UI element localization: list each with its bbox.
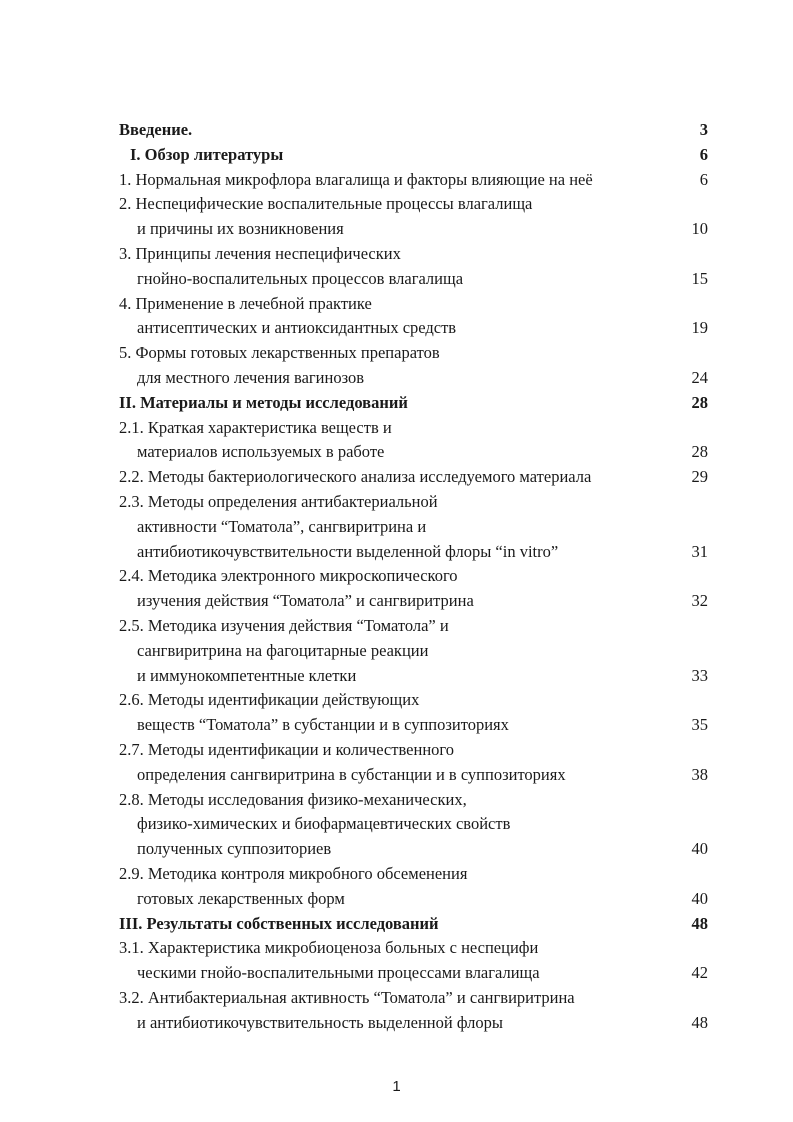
toc-entry-title: антисептических и антиоксидантных средств — [137, 318, 457, 338]
toc-entry-title: сангвиритрина на фагоцитарные реакции — [137, 640, 429, 660]
toc-entry-title: физико-химических и биофармацевтических свойств — [137, 814, 511, 834]
toc-entry-title: 2.6. Методы идентификации действующих — [119, 690, 420, 710]
toc-entry — [0, 589, 793, 613]
toc-entry — [0, 341, 793, 365]
toc-entry-title: полученных суппозиториев — [137, 839, 332, 859]
toc-entry-title: 4. Применение в лечебной практике — [119, 293, 372, 313]
toc-entry-title: и причины их возникновения — [137, 219, 344, 239]
toc-entry — [0, 862, 793, 886]
toc-entry — [0, 242, 793, 266]
toc-entry-page: 40 — [691, 839, 708, 859]
toc-entry — [0, 440, 793, 464]
toc-entry-title: 2.7. Методы идентификации и количественного — [119, 740, 455, 759]
toc-entry-title: изучения действия “Томатола” и сангвиритрина — [137, 591, 474, 611]
toc-entry-title: 1. Нормальная микрофлора влагалища и факторы влияющие на неё — [119, 169, 593, 189]
toc-entry — [0, 763, 793, 787]
toc-entry-title: 2.1. Краткая характеристика веществ и — [119, 417, 392, 437]
toc-entry-page: 6 — [699, 169, 708, 189]
toc-entry-page: 42 — [691, 963, 708, 983]
toc-entry-page: 28 — [691, 392, 708, 412]
toc-entry — [0, 515, 793, 539]
toc-entry — [0, 812, 793, 836]
toc-entry-title: веществ “Томатола” в субстанции и в суппозиториях — [137, 715, 509, 735]
toc-entry — [0, 564, 793, 588]
toc-entry-title: активности “Томатола”, сангвиритрина и — [137, 516, 427, 536]
toc-entry — [0, 688, 793, 712]
toc-entry-page: 6 — [699, 144, 708, 164]
toc-entry-page: 28 — [691, 442, 708, 462]
toc-entry — [0, 788, 793, 812]
toc-entry-page: 48 — [691, 913, 708, 933]
toc-entry — [0, 961, 793, 985]
toc-entry — [0, 738, 793, 762]
toc-entry — [0, 713, 793, 737]
toc-entry — [0, 936, 793, 960]
toc-entry-title: 2.2. Методы бактериологического анализа исследуемого материала — [119, 467, 592, 487]
toc-entry-page: 31 — [691, 541, 708, 561]
toc-entry-page: 3 — [699, 120, 708, 139]
toc-entry-page: 35 — [691, 715, 708, 735]
toc-entry — [0, 217, 793, 241]
toc-entry-page: 24 — [691, 368, 708, 387]
toc-entry-title: и антибиотикочувствительность выделенной флоры — [137, 1012, 503, 1032]
toc-entry-title: 2.8. Методы исследования физико-механических, — [119, 789, 467, 809]
toc-entry — [0, 168, 793, 192]
toc-entry-title: 2.9. Методика контроля микробного обсеменения — [119, 864, 468, 883]
toc-entry-title: 3.2. Антибактериальная активность “Томатола” и сангвиритрина — [119, 988, 575, 1007]
toc-entry — [0, 192, 793, 216]
toc-entry — [0, 664, 793, 688]
toc-entry-page: 33 — [691, 665, 708, 685]
toc-entry — [0, 887, 793, 911]
toc-entry-title: материалов используемых в работе — [137, 442, 385, 462]
toc-entry-title: антибиотикочувствительности выделенной флоры “in vitro” — [137, 541, 559, 561]
toc-entry-page: 40 — [691, 888, 708, 908]
toc-entry — [0, 912, 793, 936]
toc-entry-title: и иммунокомпетентные клетки — [137, 665, 357, 685]
toc-entry-page: 10 — [691, 219, 708, 239]
toc-entry-title: III. Результаты собственных исследований — [119, 913, 439, 933]
toc-entry-title: Введение. — [119, 120, 193, 139]
toc-entry-page: 32 — [691, 591, 708, 611]
toc-entry-title: 3. Принципы лечения неспецифических — [119, 244, 401, 263]
toc-entry — [0, 316, 793, 340]
toc-entry-page: 15 — [691, 268, 708, 288]
toc-entry — [0, 143, 793, 167]
toc-entry — [0, 416, 793, 440]
toc-entry — [0, 540, 793, 564]
toc-entry-page: 19 — [691, 318, 708, 338]
page-number: 1 — [392, 1078, 401, 1095]
toc-entry-title: 2. Неспецифические воспалительные процессы влагалища — [119, 194, 533, 214]
toc-entry — [0, 267, 793, 291]
toc-entry-title: для местного лечения вагинозов — [137, 368, 365, 387]
toc-entry — [0, 292, 793, 316]
toc-entry — [0, 465, 793, 489]
toc-entry-title: II. Материалы и методы исследований — [119, 392, 408, 412]
toc-entry-title: ческими гнойо-воспалительными процессами влагалища — [137, 963, 540, 983]
toc-entry — [0, 490, 793, 514]
toc-entry-title: 5. Формы готовых лекарственных препаратов — [119, 343, 440, 363]
toc-entry-title: 2.4. Методика электронного микроскопического — [119, 566, 458, 586]
toc-entry — [0, 118, 793, 142]
toc-entry — [0, 391, 793, 415]
toc-entry — [0, 366, 793, 390]
toc-entry — [0, 837, 793, 861]
toc-entry — [0, 639, 793, 663]
toc-entry-title: определения сангвиритрина в субстанции и в суппозиториях — [137, 764, 566, 784]
toc-entry-page: 48 — [691, 1012, 708, 1032]
toc-entry-title: 2.3. Методы определения антибактериальной — [119, 492, 438, 511]
toc-entry-title: готовых лекарственных форм — [137, 888, 345, 908]
toc-entry — [0, 986, 793, 1010]
toc-entry-title: I. Обзор литературы — [130, 144, 284, 164]
toc-entry — [0, 614, 793, 638]
toc-entry-title: 2.5. Методика изучения действия “Томатола” и — [119, 616, 449, 635]
toc-entry-title: 3.1. Характеристика микробиоценоза больных с неспецифи — [119, 938, 539, 958]
toc-entry-page: 38 — [691, 764, 708, 784]
toc-entry-title: гнойно-воспалительных процессов влагалища — [137, 268, 464, 288]
toc-entry-page: 29 — [691, 467, 708, 487]
toc-entry — [0, 1011, 793, 1035]
